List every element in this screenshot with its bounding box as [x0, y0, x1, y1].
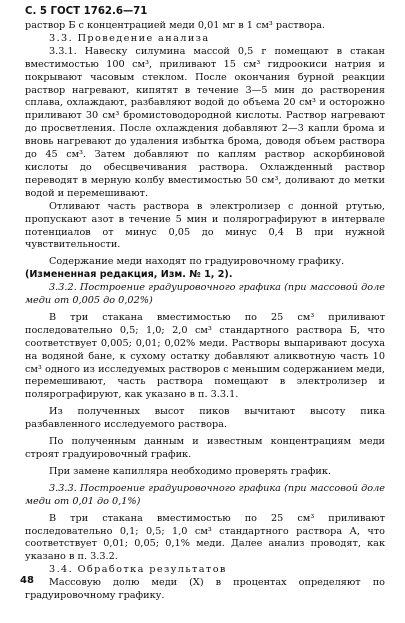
page-header: С. 5 ГОСТ 1762.6—71	[25, 6, 148, 17]
heading-3-3-3: 3.3.3. Построение градуировочного графика (при массовой доле меди от 0,01 до 0,1%)	[25, 482, 385, 507]
paragraph-continuation: раствор Б с концентрацией меди 0,01 мг в 1 см³ раствора.	[25, 20, 326, 31]
paragraph-build-graph: По полученным данным и известным концентрациям меди строят градуировочный график.	[25, 436, 385, 460]
paragraph-3-3-1: 3.3.1. Навеску силумина массой 0,5 г помещают в стакан вместимостью 100 см³, приливают 15 см³ гидроокиси натрия и покрывают часовым стеклом. После окончания бурной реакции раствор нагревают, кипятят в течение 3—5 мин до растворения сплава, охлаждают, разбавляют водой до объема 20 см³ и осторожно приливают 30 см³ бромистоводородной кислоты. Раствор нагревают до просветления. После охлаждения добавляют 2—3 капли брома и вновь нагревают до удаления избытка брома, доводя объем раствора до 45 см³. Затем добавляют по каплям раствор аскорбиновой кислоты до обесцвечивания раствора. Охлажденный раствор переводят в мерную колбу вместимостью 50 см³, доливают до метки водой и перемешивают.	[25, 45, 385, 199]
paragraph-results: Массовую долю меди (X) в процентах определяют по градуировочному графику.	[25, 577, 385, 602]
section-heading-results: 3.4. Обработка результатов	[49, 564, 227, 576]
paragraph-3-3-2-body: В три стакана вместимостью по 25 см³ приливают последовательно 0,5; 1,0; 2,0 см³ стандартного раствора Б, что соответствует 0,005; 0,01; 0,02% меди. Растворы выпаривают досуха на водяной бане, к сухому остатку добавляют аликвотную часть 10 см³ одного из исследуемых растворов с меньшим содержанием меди, перемешивают, часть раствора помещают в электролизер и полярографируют, как указано в п. 3.3.1.	[25, 311, 385, 401]
paragraph-copper-content: Содержание меди находят по градуировочному графику.	[49, 256, 345, 268]
paragraph-electrolyzer: Отливают часть раствора в электролизер с донной ртутью, пропускают азот в течение 5 мин и полярографируют в интервале потенциалов от минус 0,05 до минус 0,4 В при нужной чувствительности.	[25, 200, 385, 251]
section-heading-analysis: 3.3. Проведение анализа	[49, 32, 210, 44]
heading-3-3-2: 3.3.2. Построение градуировочного графика (при массовой доле меди от 0,005 до 0,02%)	[25, 282, 385, 307]
paragraph-capillary: При замене капилляра необходимо проверять график.	[49, 465, 331, 477]
paragraph-3-3-3-body: В три стакана вместимостью по 25 см³ приливают последовательно 0,1; 0,5; 1,0 см³ стандартного раствора А, что соответствует 0,01; 0,05; 0,1% меди. Далее анализ проводят, как указано в п. 3.3.2.	[25, 512, 385, 563]
page-number: 48	[20, 575, 34, 586]
amendment-note: (Измененная редакция, Изм. № 1, 2).	[25, 269, 233, 281]
paragraph-peak-heights: Из полученных высот пиков вычитают высоту пика разбавленного исследуемого раствора.	[25, 406, 385, 431]
